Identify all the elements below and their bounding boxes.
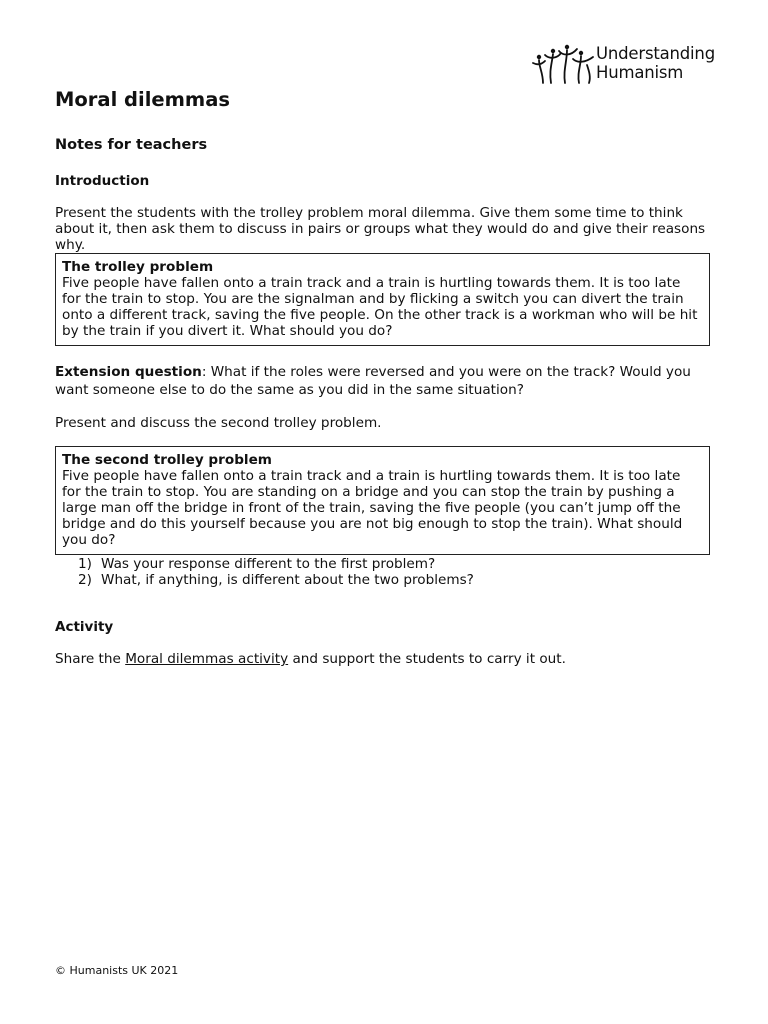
understanding-humanism-logo (531, 43, 716, 87)
list-item-number: 2) (78, 572, 92, 588)
moral-dilemmas-activity-link[interactable]: Moral dilemmas activity (125, 651, 289, 667)
introduction-heading: Introduction (55, 173, 150, 189)
activity-text-after: and support the students to carry it out. (288, 651, 566, 667)
copyright-footer: © Humanists UK 2021 (55, 964, 179, 977)
page-title: Moral dilemmas (55, 88, 231, 111)
activity-heading: Activity (55, 619, 114, 635)
extension-question-text: : What if the roles were reversed and you were on the track? Would you want someone else to do the same as you did in the same situation? (55, 364, 691, 398)
activity-text-before: Share the (55, 651, 126, 667)
list-item (78, 572, 474, 588)
list-item (78, 556, 474, 572)
second-trolley-problem-title: The second trolley problem (62, 452, 272, 468)
extension-question (55, 363, 710, 399)
logo-line-2: Humanism (596, 63, 684, 82)
activity-text (55, 651, 710, 667)
list-item-text: What, if anything, is different about the two problems? (101, 572, 474, 588)
logo-wordmark (596, 44, 715, 82)
introduction-text: Present the students with the trolley problem moral dilemma. Give them some time to think about it, then ask them to discuss in pairs or groups what they would do and give their reasons why. (55, 205, 706, 253)
section-subtitle: Notes for teachers (55, 137, 208, 153)
list-item-text: Was your response different to the first problem? (101, 556, 436, 572)
trolley-problem-title: The trolley problem (62, 259, 214, 275)
logo-line-1: Understanding (596, 44, 715, 63)
trolley-problem-box (55, 253, 710, 346)
second-problem-intro: Present and discuss the second trolley problem. (55, 415, 382, 431)
second-trolley-problem-box (55, 446, 710, 555)
list-item-number: 1) (78, 556, 92, 572)
second-trolley-problem-text: Five people have fallen onto a train track and a train is hurtling towards them. It is too late for the train to stop. You are standing on a bridge and you can stop the train by pushing a large man off the bridge in front of the train, saving the five people (you can’t jump off the bridge and do this yourself because you are not big enough to stop the train). What should you do? (62, 468, 683, 548)
trolley-problem-text: Five people have fallen onto a train track and a train is hurtling towards them. It is too late for the train to stop. You are the signalman and by flicking a switch you can divert the train onto a different track, saving the five people. On the other track is a workman who will be hit by the train if you divert it. What should you do? (62, 275, 698, 339)
discussion-questions-list (78, 556, 474, 588)
humanist-figures-icon (531, 43, 595, 85)
extension-question-label: Extension question (55, 364, 202, 380)
